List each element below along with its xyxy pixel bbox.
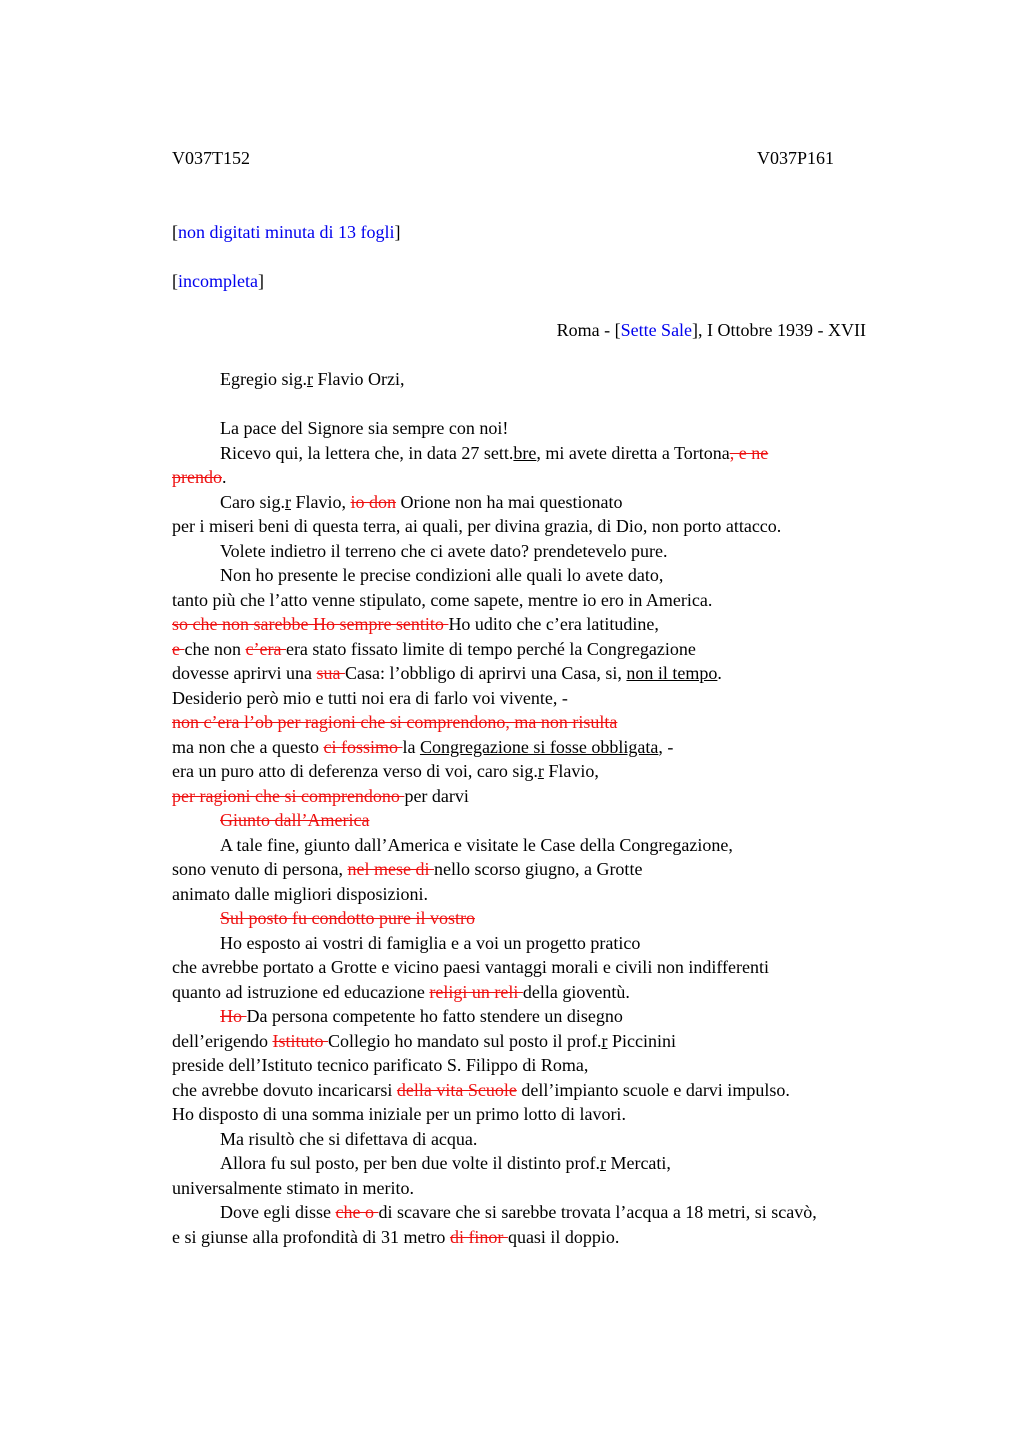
text-line: per ragioni che si comprendono per darvi — [172, 785, 469, 806]
text-line: A tale fine, giunto dall’America e visitate le Case della Congregazione, — [220, 834, 733, 855]
text-line: Ricevo qui, la lettera che, in data 27 sett.bre, mi avete diretta a Tortona, e ne — [220, 442, 769, 463]
text-line: Caro sig.r Flavio, io don Orione non ha mai questionato — [220, 491, 623, 512]
deleted-text: ci fossimo — [323, 736, 403, 757]
text-line: era un puro atto di deferenza verso di voi, caro sig.r Flavio, — [172, 761, 599, 781]
text-line: che avrebbe dovuto incaricarsi della vita Scuole dell’impianto scuole e darvi impulso. — [172, 1079, 790, 1100]
deleted-text: Ho — [220, 1006, 247, 1026]
text-line: Ho esposto ai vostri di famiglia e a voi un progetto pratico — [220, 932, 641, 953]
text-line: e che non c’era era stato fissato limite di tempo perché la Congregazione — [172, 638, 696, 659]
text-line: so che non sarebbe Ho sempre sentito Ho udito che c’era latitudine, — [172, 614, 659, 634]
text-line: tanto più che l’atto venne stipulato, come sapete, mentre io ero in America. — [172, 589, 713, 610]
deleted-text: Giunto dall’America — [220, 810, 370, 830]
deleted-text: della vita Scuole — [396, 1079, 517, 1100]
deleted-text: e — [172, 638, 185, 659]
editorial-note-text: non digitati minuta di 13 fogli — [178, 222, 395, 242]
text-line: sono venuto di persona, nel mese di nello scorso giugno, a Grotte — [172, 859, 643, 879]
text-line: dell’erigendo Istituto Collegio ho mandato sul posto il prof.r Piccinini — [172, 1030, 676, 1051]
salutation: Egregio sig.r Flavio Orzi, — [220, 369, 405, 389]
document-code-right: V037P161 — [757, 148, 835, 168]
text-line: che avrebbe portato a Grotte e vicino paesi vantaggi morali e civili non indifferenti — [172, 957, 769, 977]
text-line: Dove egli disse che o di scavare che si sarebbe trovata l’acqua a 18 metri, si scavò, — [220, 1202, 817, 1222]
deleted-text: Istituto — [272, 1030, 328, 1051]
deleted-text: di finor — [449, 1226, 508, 1247]
deleted-text: non c’era l’ob per ragioni che si comprendono, ma non risulta — [172, 712, 618, 732]
deleted-text: c’era — [245, 638, 286, 659]
deleted-text: religi un reli — [429, 981, 523, 1002]
text-line: Allora fu sul posto, per ben due volte il distinto prof.r Mercati, — [220, 1153, 671, 1173]
text-line: Desiderio però mio e tutti noi era di farlo voi vivente, - — [172, 687, 568, 708]
dateline: Roma - [Sette Sale], I Ottobre 1939 - XVII — [556, 320, 866, 340]
document-code-left: V037T152 — [172, 148, 250, 168]
text-line: Ho disposto di una somma iniziale per un primo lotto di lavori. — [172, 1104, 626, 1124]
deleted-text: per ragioni che si comprendono — [172, 785, 405, 806]
text-line: quanto ad istruzione ed educazione religi un reli della gioventù. — [172, 981, 630, 1002]
deleted-text: prendo — [172, 467, 222, 487]
deleted-text: io don — [350, 491, 397, 512]
editorial-note: [incompleta] — [172, 271, 264, 291]
letter-body — [172, 416, 932, 1249]
text-line: e si giunse alla profondità di 31 metro di finor quasi il doppio. — [172, 1226, 620, 1247]
editorial-note-text: incompleta — [178, 271, 258, 291]
text-line: animato dalle migliori disposizioni. — [172, 883, 428, 904]
text-line: universalmente stimato in merito. — [172, 1177, 414, 1198]
dateline-place: Sette Sale — [620, 320, 693, 340]
text-line: Ma risultò che si difettava di acqua. — [220, 1128, 478, 1149]
text-line: ma non che a questo ci fossimo la Congregazione si fosse obbligata, - — [172, 736, 674, 757]
text-line: preside dell’Istituto tecnico parificato S. Filippo di Roma, — [172, 1055, 589, 1075]
text-line: dovesse aprirvi una sua Casa: l’obbligo di aprirvi una Casa, si, non il tempo. — [172, 663, 722, 683]
deleted-text: , e ne — [729, 442, 769, 463]
deleted-text: Sul posto fu condotto pure il vostro — [220, 908, 475, 928]
text-line: Non ho presente le precise condizioni alle quali lo avete dato, — [220, 565, 664, 585]
deleted-text: so che non sarebbe Ho sempre sentito — [172, 614, 449, 634]
deleted-text: nel mese di — [347, 859, 434, 879]
text-line: Volete indietro il terreno che ci avete dato? prendetevelo pure. — [220, 540, 668, 561]
text-line: per i miseri beni di questa terra, ai quali, per divina grazia, di Dio, non porto attacco. — [172, 516, 782, 536]
text-line: Ho Da persona competente ho fatto stendere un disegno — [220, 1006, 623, 1026]
editorial-note: [non digitati minuta di 13 fogli] — [172, 222, 401, 242]
text-line — [172, 906, 932, 931]
text-line — [172, 808, 932, 833]
text-line: prendo. — [172, 467, 227, 487]
deleted-text: che o — [335, 1202, 379, 1222]
deleted-text: sua — [316, 663, 345, 683]
text-line: La pace del Signore sia sempre con noi! — [220, 418, 509, 438]
